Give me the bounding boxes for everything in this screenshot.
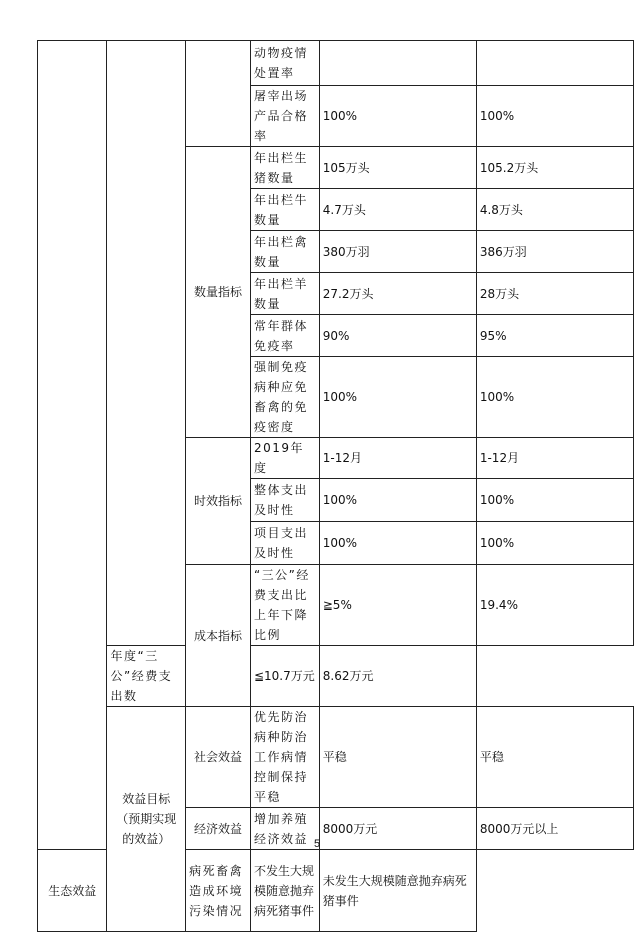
performance-table xyxy=(37,40,634,932)
target-cell: 100% xyxy=(319,479,476,522)
benefit-goal-cell: 效益目标（预期实现的效益） xyxy=(107,707,186,932)
target-cell: 105万头 xyxy=(319,147,476,189)
table-row xyxy=(38,646,634,707)
indicator-cell: 年出栏牛数量 xyxy=(250,189,319,231)
actual-cell: 105.2万头 xyxy=(476,147,633,189)
actual-cell: 100% xyxy=(476,357,633,438)
target-cell: 100% xyxy=(319,86,476,147)
target-cell: 380万羽 xyxy=(319,231,476,273)
indicator-cell: 项目支出及时性 xyxy=(250,522,319,565)
target-cell: 90% xyxy=(319,315,476,357)
actual-cell: 未发生大规模随意抛弃病死猪事件 xyxy=(319,850,476,932)
actual-cell: 100% xyxy=(476,522,633,565)
indicator-cell: 强制免疫病种应免畜禽的免疫密度 xyxy=(250,357,319,438)
actual-cell xyxy=(476,41,633,86)
actual-cell: 8000万元以上 xyxy=(476,808,633,850)
indicator-cell: 优先防治病种防治工作病情控制保持平稳 xyxy=(250,707,319,808)
actual-cell: 平稳 xyxy=(476,707,633,808)
target-cell: 4.7万头 xyxy=(319,189,476,231)
target-cell: 8000万元 xyxy=(319,808,476,850)
target-cell: 27.2万头 xyxy=(319,273,476,315)
indicator-cell: 整体支出及时性 xyxy=(250,479,319,522)
actual-cell: 386万羽 xyxy=(476,231,633,273)
indicator-cell: 增加养殖经济效益 xyxy=(250,808,319,850)
indicator-cell: 年度“三公”经费支出数 xyxy=(107,646,186,707)
target-cell: 100% xyxy=(319,522,476,565)
actual-cell: 100% xyxy=(476,479,633,522)
indicator-cell: 2019年度 xyxy=(250,438,319,479)
actual-cell: 8.62万元 xyxy=(319,646,476,707)
target-cell xyxy=(319,41,476,86)
blank-cell xyxy=(38,41,107,850)
page-number: 5 xyxy=(313,838,321,850)
category-timeliness: 时效指标 xyxy=(186,438,251,565)
indicator-cell: 年出栏生猪数量 xyxy=(250,147,319,189)
table-row xyxy=(38,707,634,808)
indicator-cell: 动物疫情处置率 xyxy=(250,41,319,86)
indicator-cell: “三公”经费支出比上年下降比例 xyxy=(250,565,319,646)
actual-cell: 1-12月 xyxy=(476,438,633,479)
category-social: 社会效益 xyxy=(186,707,251,808)
category-quantity: 数量指标 xyxy=(186,147,251,438)
category-economic: 经济效益 xyxy=(186,808,251,850)
indicator-cell: 病死畜禽造成环境污染情况 xyxy=(186,850,251,932)
target-cell: ≧5% xyxy=(319,565,476,646)
target-cell: 100% xyxy=(319,357,476,438)
table-row xyxy=(38,41,634,86)
blank-cell xyxy=(107,41,186,646)
target-cell: ≦10.7万元 xyxy=(250,646,319,707)
target-cell: 不发生大规模随意抛弃病死猪事件 xyxy=(250,850,319,932)
actual-cell: 95% xyxy=(476,315,633,357)
indicator-cell: 屠宰出场产品合格率 xyxy=(250,86,319,147)
indicator-cell: 常年群体免疫率 xyxy=(250,315,319,357)
actual-cell: 28万头 xyxy=(476,273,633,315)
category-ecological: 生态效益 xyxy=(38,850,107,932)
actual-cell: 19.4% xyxy=(476,565,633,646)
target-cell: 平稳 xyxy=(319,707,476,808)
indicator-cell: 年出栏羊数量 xyxy=(250,273,319,315)
blank-cell xyxy=(186,41,251,147)
actual-cell: 4.8万头 xyxy=(476,189,633,231)
actual-cell: 100% xyxy=(476,86,633,147)
category-cost: 成本指标 xyxy=(186,565,251,707)
indicator-cell: 年出栏禽数量 xyxy=(250,231,319,273)
target-cell: 1-12月 xyxy=(319,438,476,479)
